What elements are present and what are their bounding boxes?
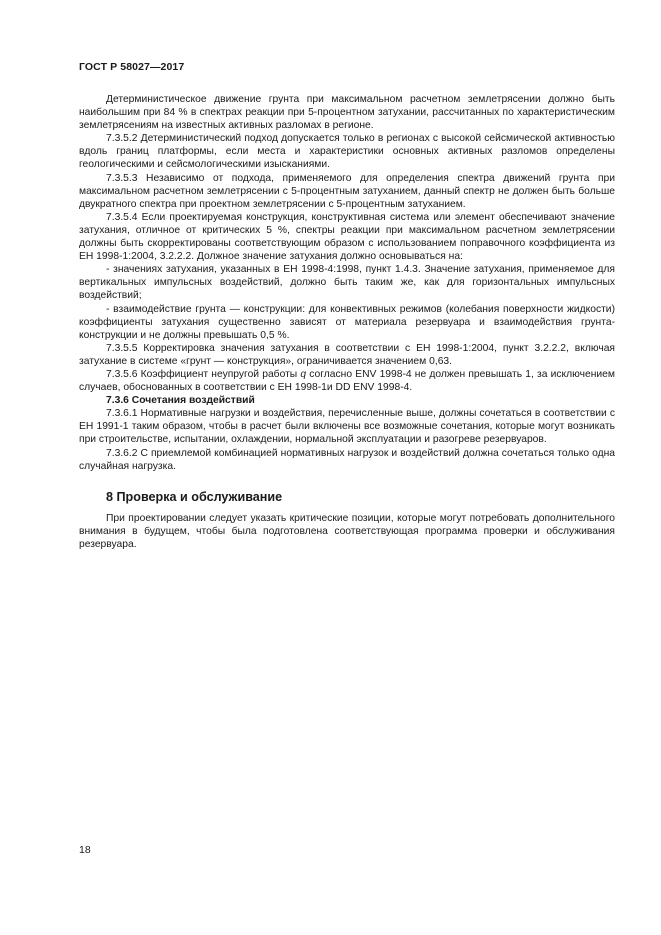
paragraph-7-3-6-1: 7.3.6.1 Нормативные нагрузки и воздействия, перечисленные выше, должны сочетаться в соответствии с ЕН 1991-1 таким образом, чтобы в расчет были включены все возможные сочетания, которые могут возникать при строительстве, испытании, охлаждении, нормальной эксплуатации и разогреве резервуаров. xyxy=(79,408,615,446)
paragraph-7-3-5-4: 7.3.5.4 Если проектируемая конструкция, конструктивная система или элемент обеспечивают значение затухания, отличное от критических 5 %, спектры реакции при максимальном расчетном землетрясении должны быть скорректированы соответствующим образом с использованием поправочного коэффициента из ЕН 1998-1:2004, 3.2.2.2. Должное значение затухания должно основываться на: xyxy=(79,211,615,263)
section-title-8: 8 Проверка и обслуживание xyxy=(106,489,283,504)
paragraph-7-3-6-2: 7.3.6.2 С приемлемой комбинацией нормативных нагрузок и воздействий должна сочетаться только одна случайная нагрузка. xyxy=(79,447,615,472)
document-body xyxy=(79,93,615,551)
paragraph-7-3-5-3: 7.3.5.3 Независимо от подхода, применяемого для определения спектра движений грунта при максимальном расчетном землетрясении с 5-процентным затуханием, данный спектр не должен быть больше двукратного спектра при проектном землетрясении с 5-процентным затуханием. xyxy=(79,172,615,210)
paragraph-7-3-5-6-end: согласно ENV 1998-4 не должен превышать 1, за исключением случаев, обоснованных в соответствии с ЕН 1998-1и DD ENV 1998-4. xyxy=(79,368,615,394)
document-code-header: ГОСТ Р 58027—2017 xyxy=(79,61,185,73)
paragraph-section-8: При проектировании следует указать критические позиции, которые могут потребовать дополнительного внимания в будущем, чтобы была подготовлена соответствующая программа проверки и обслуживания резервуара. xyxy=(79,512,615,550)
paragraph-7-3-5-6-start: 7.3.5.6 Коэффициент неупругой работы xyxy=(106,368,301,380)
list-item-damping-values: - значениях затухания, указанных в ЕН 1998-4:1998, пункт 1.4.3. Значение затухания, применяемое для вертикальных импульсных воздействий, должно быть таким же, как для горизонтальных импульсных воздействий; xyxy=(79,264,615,302)
paragraph-7-3-5-2: 7.3.5.2 Детерминистический подход допускается только в регионах с высокой сейсмической активностью вдоль границ платформы, если места и характеристики основных активных разломов определены геологическими и сейсмологическими изысканиями. xyxy=(79,133,615,171)
list-item-soil-structure: - взаимодействие грунта — конструкции: для конвективных режимов (колебания поверхности жидкости) коэффициенты затухания существенно зависят от материала резервуара и взаимодействия грунта-конструкции и не должны превышать 0,5 %. xyxy=(79,303,615,341)
subsection-title-7-3-6: 7.3.6 Сочетания воздействий xyxy=(106,395,255,407)
paragraph-deterministic-motion: Детерминистическое движение грунта при максимальном расчетном землетрясении должно быть наибольшим при 84 % в спектрах реакции при 5-процентном затухании, рассчитанных по характеристическим землетрясениям на известных активных разломах в регионе. xyxy=(79,94,615,132)
variable-q: q xyxy=(300,368,307,380)
page-number: 18 xyxy=(79,844,91,856)
paragraph-7-3-5-5: 7.3.5.5 Корректировка значения затухания в соответствии с ЕН 1998-1:2004, пункт 3.2.2.2, включая затухание в системе «грунт — конструкция», ограничивается значением 0,63. xyxy=(79,342,615,367)
paragraph-7-3-5-6 xyxy=(79,368,615,394)
